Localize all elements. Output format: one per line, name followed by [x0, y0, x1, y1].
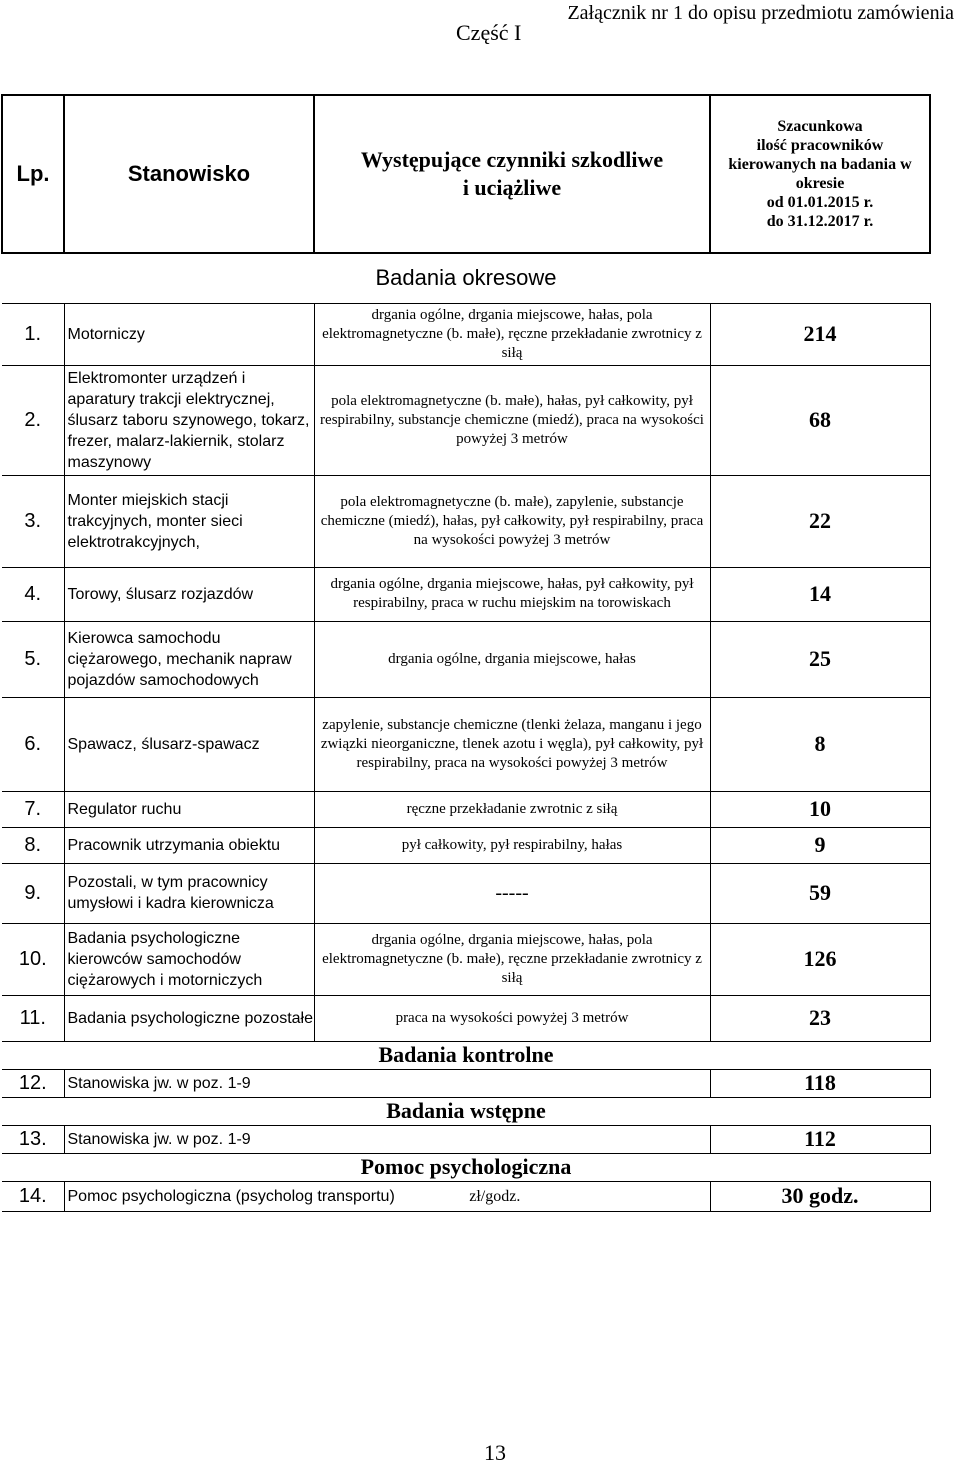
section-psych-help: Pomoc psychologiczna — [2, 1153, 930, 1181]
row-count: 23 — [710, 995, 930, 1041]
row-factors: drgania ogólne, drgania miejscowe, hałas, pola elektromagnetyczne (b. małe), ręczne przekładanie zwrotnicy z siłą — [314, 923, 710, 995]
section-row — [2, 253, 930, 303]
row-position: Motorniczy — [64, 303, 314, 365]
table-row — [2, 697, 930, 791]
header-count-line: okresie — [795, 175, 845, 192]
row-position: Regulator ruchu — [64, 791, 314, 827]
row-lp: 8. — [2, 827, 64, 863]
row-count: 118 — [710, 1069, 930, 1097]
row-position: Stanowiska jw. w poz. 1-9 — [64, 1125, 710, 1153]
section-initial: Badania wstępne — [2, 1097, 930, 1125]
row-lp: 14. — [2, 1181, 64, 1211]
row-lp: 11. — [2, 995, 64, 1041]
row-lp: 2. — [2, 365, 64, 475]
row-count: 25 — [710, 621, 930, 697]
header-factors-line1: Występujące czynniki szkodliwe — [360, 147, 664, 172]
row-factors: drgania ogólne, drgania miejscowe, hałas, pola elektromagnetyczne (b. małe), ręczne przekładanie zwrotnicy z siłą — [314, 303, 710, 365]
row-position: Badania psychologiczne pozostałe — [64, 995, 314, 1041]
table-row — [2, 995, 930, 1041]
row-position: Badania psychologiczne kierowców samochodów ciężarowych i motorniczych — [64, 923, 314, 995]
table-header-row — [2, 95, 930, 253]
part-title: Część I — [456, 20, 522, 45]
row-position: Monter miejskich stacji trakcyjnych, monter sieci elektrotrakcyjnych, — [64, 475, 314, 567]
page-number: 13 — [484, 1440, 506, 1465]
row-count: 214 — [710, 303, 930, 365]
header-count-line: kierowanych na badania w — [728, 156, 912, 173]
section-row — [2, 1153, 930, 1181]
row-position: Elektromonter urządzeń i aparatury trakcji elektrycznej, ślusarz taboru szynowego, tokarz, frezer, malarz-lakiernik, stolarz maszynowy — [64, 365, 314, 475]
row-lp: 7. — [2, 791, 64, 827]
row-count: 14 — [710, 567, 930, 621]
row-factors: pola elektromagnetyczne (b. małe), zapylenie, substancje chemiczne (miedź), hałas, pył całkowity, pył respirabilny, praca na wysokości powyżej 3 metrów — [314, 475, 710, 567]
row-factors: drgania ogólne, drgania miejscowe, hałas, pył całkowity, pył respirabilny, praca w ruchu miejskim na torowiskach — [314, 567, 710, 621]
row-lp: 9. — [2, 863, 64, 923]
table-row — [2, 863, 930, 923]
table-row — [2, 1125, 930, 1153]
section-row — [2, 1041, 930, 1069]
header-count-line: ilość pracowników — [756, 137, 884, 154]
header-count-line: Szacunkowa — [777, 118, 863, 135]
row-position: Stanowiska jw. w poz. 1-9 — [64, 1069, 710, 1097]
row-factors: ----- — [314, 863, 710, 923]
row-factors: zapylenie, substancje chemiczne (tlenki żelaza, manganu i jego związki nieorganiczne, tlenek azotu i węgla), pył całkowity, pył respirabilny, praca na wysokości powyżej 3 metrów — [314, 697, 710, 791]
table-row — [2, 365, 930, 475]
row-position: Spawacz, ślusarz-spawacz — [64, 697, 314, 791]
table-row — [2, 923, 930, 995]
row-lp: 3. — [2, 475, 64, 567]
row-count: 22 — [710, 475, 930, 567]
section-control: Badania kontrolne — [2, 1041, 930, 1069]
row-count: 59 — [710, 863, 930, 923]
examinations-table — [1, 94, 931, 1212]
row-lp: 10. — [2, 923, 64, 995]
header-count-line: od 01.01.2015 r. — [766, 194, 874, 211]
row-factors: praca na wysokości powyżej 3 metrów — [314, 995, 710, 1041]
header-count — [710, 95, 930, 253]
header-lp: Lp. — [2, 95, 64, 253]
table-row — [2, 621, 930, 697]
row-count: 10 — [710, 791, 930, 827]
row-position — [64, 1181, 710, 1211]
section-row — [2, 1097, 930, 1125]
row-count: 112 — [710, 1125, 930, 1153]
row-position: Kierowca samochodu ciężarowego, mechanik napraw pojazdów samochodowych — [64, 621, 314, 697]
row-factors: ręczne przekładanie zwrotnic z siłą — [314, 791, 710, 827]
row-position: Torowy, ślusarz rozjazdów — [64, 567, 314, 621]
row-unit: zł/godz. — [469, 1187, 521, 1205]
header-position: Stanowisko — [64, 95, 314, 253]
table-row — [2, 1069, 930, 1097]
row-lp: 12. — [2, 1069, 64, 1097]
row-position: Pozostali, w tym pracownicy umysłowi i kadra kierownicza — [64, 863, 314, 923]
row-factors: pył całkowity, pył respirabilny, hałas — [314, 827, 710, 863]
row-factors: drgania ogólne, drgania miejscowe, hałas — [314, 621, 710, 697]
row-factors: pola elektromagnetyczne (b. małe), hałas, pył całkowity, pył respirabilny, substancje chemiczne (miedź), praca na wysokości powyżej 3 metrów — [314, 365, 710, 475]
row-count: 68 — [710, 365, 930, 475]
table-row — [2, 791, 930, 827]
row-lp: 1. — [2, 303, 64, 365]
row-lp: 6. — [2, 697, 64, 791]
row-position-text: Pomoc psychologiczna (psycholog transportu) — [67, 1187, 395, 1205]
row-count: 126 — [710, 923, 930, 995]
row-count: 9 — [710, 827, 930, 863]
table-row — [2, 303, 930, 365]
row-lp: 4. — [2, 567, 64, 621]
row-position: Pracownik utrzymania obiektu — [64, 827, 314, 863]
header-factors-line2: i uciążliwe — [462, 175, 562, 200]
table-row — [2, 475, 930, 567]
header-factors — [314, 95, 710, 253]
row-lp: 13. — [2, 1125, 64, 1153]
table-row — [2, 567, 930, 621]
section-periodic: Badania okresowe — [375, 265, 557, 291]
attachment-label: Załącznik nr 1 do opisu przedmiotu zamówienia — [567, 2, 954, 24]
row-count: 8 — [710, 697, 930, 791]
header-count-line: do 31.12.2017 r. — [766, 213, 874, 230]
row-lp: 5. — [2, 621, 64, 697]
row-count: 30 godz. — [710, 1181, 930, 1211]
table-row — [2, 1181, 930, 1211]
table-row — [2, 827, 930, 863]
